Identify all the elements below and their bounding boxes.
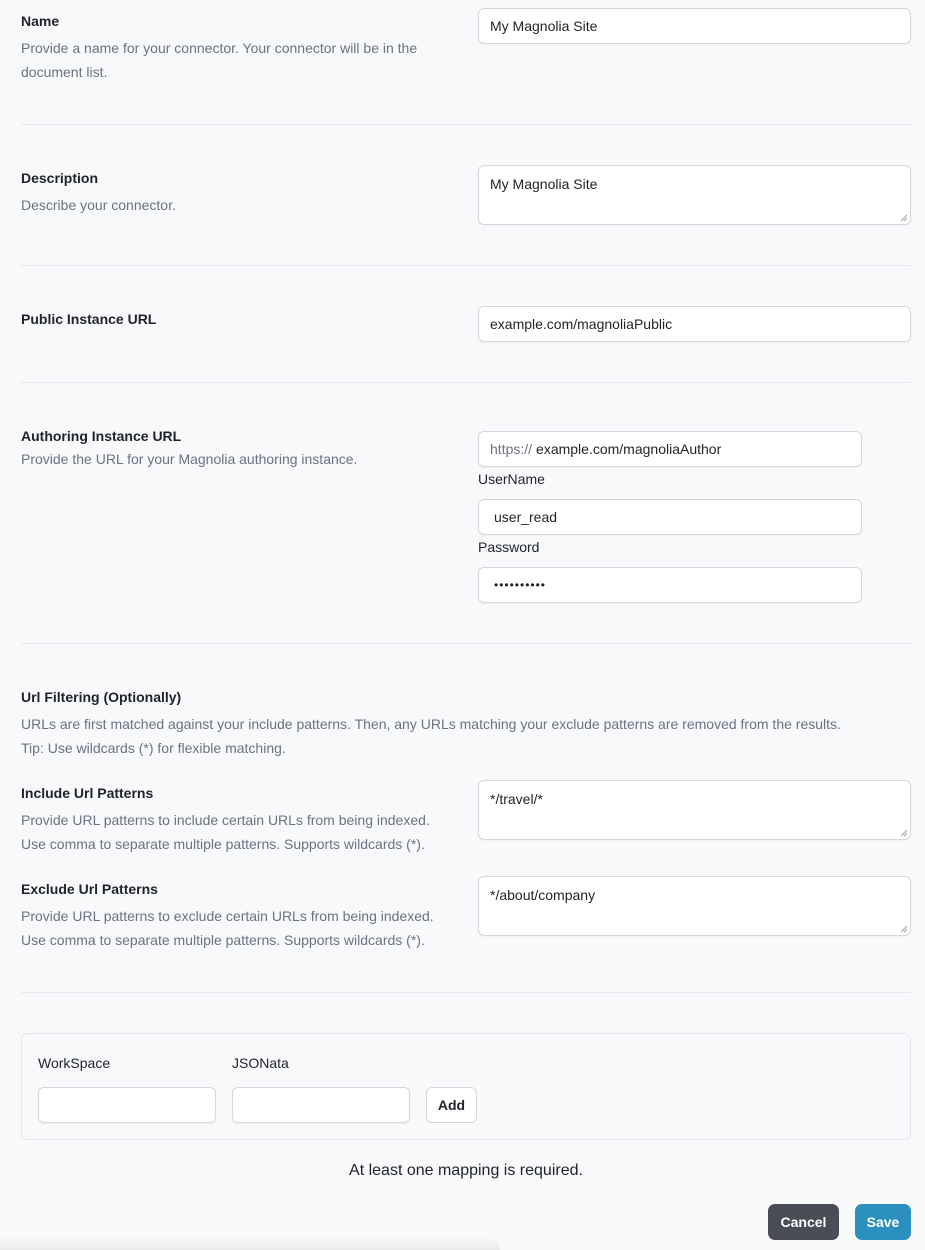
- exclude-patterns-help: Provide URL patterns to exclude certain URLs from being indexed.: [21, 908, 434, 924]
- include-patterns-label: Include Url Patterns: [21, 785, 154, 801]
- include-patterns-value: */travel/*: [490, 791, 543, 807]
- public-url-label: Public Instance URL: [21, 311, 157, 327]
- password-input-value: ••••••••••: [494, 578, 547, 592]
- mapping-required-message: At least one mapping is required.: [349, 1162, 583, 1179]
- description-help: Describe your connector.: [21, 197, 176, 213]
- bottom-shadow: [0, 1236, 500, 1250]
- authoring-url-input-value: example.com/magnoliaAuthor: [536, 441, 722, 457]
- workspace-input[interactable]: [38, 1087, 216, 1123]
- exclude-patterns-label: Exclude Url Patterns: [21, 881, 158, 897]
- add-mapping-button[interactable]: Add: [426, 1087, 477, 1123]
- jsonata-input[interactable]: [232, 1087, 410, 1123]
- public-url-input[interactable]: [478, 306, 911, 342]
- password-label: Password: [478, 539, 540, 555]
- divider: [21, 382, 911, 383]
- description-textarea-value: My Magnolia Site: [490, 176, 598, 192]
- divider: [21, 992, 911, 993]
- save-button[interactable]: Save: [855, 1204, 911, 1240]
- workspace-label: WorkSpace: [38, 1055, 111, 1071]
- public-url-input-value: example.com/magnoliaPublic: [490, 316, 673, 332]
- resize-grip-icon[interactable]: [900, 829, 908, 837]
- divider: [21, 265, 911, 266]
- include-patterns-help-2: Use comma to separate multiple patterns. Supports wildcards (*).: [21, 836, 425, 852]
- resize-grip-icon[interactable]: [900, 214, 908, 222]
- exclude-patterns-textarea[interactable]: [478, 876, 911, 936]
- authoring-url-label: Authoring Instance URL: [21, 428, 182, 444]
- authoring-url-input[interactable]: [478, 431, 862, 467]
- authoring-url-help: Provide the URL for your Magnolia authoring instance.: [21, 451, 358, 467]
- username-input-value: user_read: [494, 509, 558, 525]
- url-filtering-label: Url Filtering (Optionally): [21, 689, 182, 705]
- name-input-value: My Magnolia Site: [490, 18, 598, 34]
- exclude-patterns-help-2: Use comma to separate multiple patterns. Supports wildcards (*).: [21, 932, 425, 948]
- description-textarea[interactable]: [478, 165, 911, 225]
- description-label: Description: [21, 170, 99, 186]
- divider: [21, 643, 911, 644]
- url-filtering-help: URLs are first matched against your include patterns. Then, any URLs matching your exclude patterns are removed from the results.: [21, 716, 841, 732]
- cancel-button[interactable]: Cancel: [768, 1204, 839, 1240]
- resize-grip-icon[interactable]: [900, 925, 908, 933]
- include-patterns-help: Provide URL patterns to include certain URLs from being indexed.: [21, 812, 430, 828]
- username-label: UserName: [478, 471, 545, 487]
- username-input[interactable]: [478, 499, 862, 535]
- name-label: Name: [21, 13, 60, 29]
- exclude-patterns-value: */about/company: [490, 887, 596, 903]
- jsonata-label: JSONata: [232, 1055, 289, 1071]
- name-input[interactable]: [478, 8, 911, 44]
- password-input[interactable]: [478, 567, 862, 603]
- include-patterns-textarea[interactable]: [478, 780, 911, 840]
- name-help: Provide a name for your connector. Your connector will be in the document list.: [21, 40, 418, 80]
- url-prefix: https://: [490, 441, 533, 457]
- divider: [21, 124, 911, 125]
- url-filtering-tip: Tip: Use wildcards (*) for flexible matching.: [21, 740, 286, 756]
